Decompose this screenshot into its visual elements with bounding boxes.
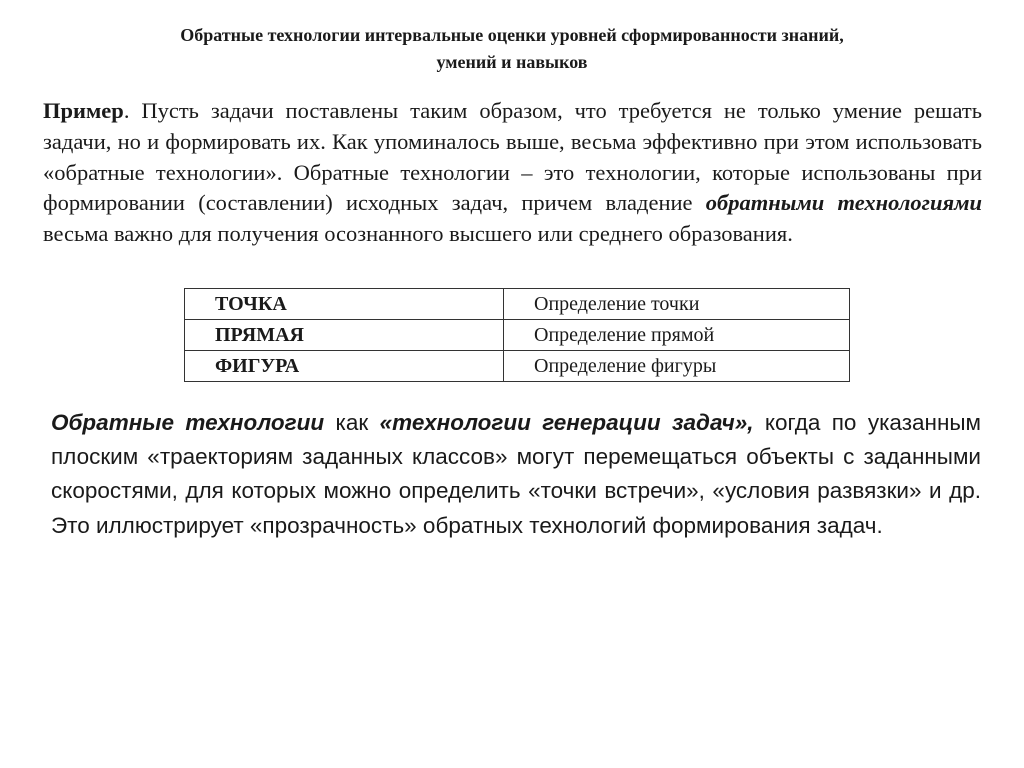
table-row xyxy=(185,351,850,382)
summary-text-2: когда по указанным плоским «траекториям заданных классов» могут перемещаться объекты с заданными скоростями, для которых можно определить «точки встречи», «условия развязки» и др. Это иллюстрирует «прозрачность» обратных технологий формирования задач. xyxy=(51,410,982,538)
table-term-cell: ПРЯМАЯ xyxy=(185,320,504,351)
summary-emphasis-2: «технологии генерации задач», xyxy=(379,410,754,435)
table-definition-cell: Определение точки xyxy=(504,289,850,320)
table-term-cell: ФИГУРА xyxy=(185,351,504,382)
page-title xyxy=(60,22,964,76)
table-term-cell: ТОЧКА xyxy=(185,289,504,320)
table-definition-cell: Определение прямой xyxy=(504,320,850,351)
title-line-2: умений и навыков xyxy=(436,52,588,72)
table-definition-cell: Определение фигуры xyxy=(504,351,850,382)
summary-text-1: как xyxy=(324,410,380,435)
summary-paragraph xyxy=(51,406,981,543)
example-text-2: весьма важно для получения осознанного высшего или среднего образования. xyxy=(43,221,793,247)
example-emphasis: обратными технологиями xyxy=(705,190,982,216)
table-row xyxy=(185,320,850,351)
summary-emphasis-1: Обратные технологии xyxy=(51,410,325,435)
example-text-1: . Пусть задачи поставлены таким образом, что требуется не только умение решать задачи, но и формировать их. Как упоминалось выше, весьма эффективно при этом использовать «обратные технологии». Обратные технологии – это технологии, которые использованы при формировании (составлении) исходных задач, причем владение xyxy=(43,98,982,216)
definitions-table xyxy=(184,288,850,382)
title-line-1: Обратные технологии интервальные оценки уровней сформированности знаний, xyxy=(180,25,844,45)
example-paragraph xyxy=(43,96,982,250)
example-lead: Пример xyxy=(43,98,124,123)
table-row xyxy=(185,289,850,320)
